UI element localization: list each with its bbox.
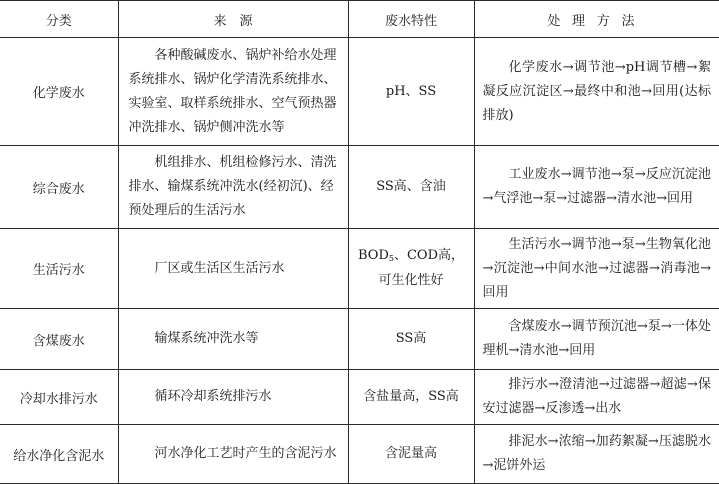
row-source: 输煤系统冲洗水等 xyxy=(118,309,348,370)
row-feature: 含盐量高，SS高 xyxy=(348,370,474,425)
row-category: 化学废水 xyxy=(0,38,118,146)
row-source: 机组排水、机组检修污水、清洗排水、输煤系统冲洗水(经初沉)、经预处理后的生活污水 xyxy=(118,146,348,229)
row-feature: SS高 xyxy=(348,309,474,370)
row-source: 厂区或生活区生活污水 xyxy=(118,229,348,309)
header-category: 分类 xyxy=(0,1,118,38)
feature-bod: BOD xyxy=(358,248,389,263)
table-header-row xyxy=(0,1,719,38)
row-method: 含煤废水→调节预沉池→泵→一体处理机→清水池→回用 xyxy=(474,309,719,370)
header-feature: 废水特性 xyxy=(348,1,474,38)
row-feature: SS高、含油 xyxy=(348,146,474,229)
row-method: 化学废水→调节池→pH调节槽→絮凝反应沉淀区→最终中和池→回用(达标排放) xyxy=(474,38,719,146)
row-method: 工业废水→调节池→泵→反应沉淀池→气浮池→泵→过滤器→清水池→回用 xyxy=(474,146,719,229)
table-row xyxy=(0,370,719,425)
row-method: 排泥水→浓缩→加药絮凝→压滤脱水→泥饼外运 xyxy=(474,425,719,484)
row-source: 各种酸碱废水、锅炉补给水处理系统排水、锅炉化学清洗系统排水、实验室、取样系统排水、空气预热器冲洗排水、锅炉侧冲洗水等 xyxy=(118,38,348,146)
row-category: 生活污水 xyxy=(0,229,118,309)
table-row xyxy=(0,425,719,484)
feature-rest: 、COD高，可生化性好 xyxy=(378,248,464,288)
row-feature: 含泥量高 xyxy=(348,425,474,484)
row-category: 冷却水排污水 xyxy=(0,370,118,425)
row-method: 排污水→澄清池→过滤器→超滤→保安过滤器→反渗透→出水 xyxy=(474,370,719,425)
header-source: 来 源 xyxy=(118,1,348,38)
row-category: 含煤废水 xyxy=(0,309,118,370)
row-category: 给水净化含泥水 xyxy=(0,425,118,484)
row-feature: pH、SS xyxy=(348,38,474,146)
table-row xyxy=(0,309,719,370)
row-source: 循环冷却系统排污水 xyxy=(118,370,348,425)
row-feature xyxy=(348,229,474,309)
table-row xyxy=(0,146,719,229)
feature-bod-subscript: 5 xyxy=(388,254,394,263)
header-method: 处理方法 xyxy=(474,1,719,38)
row-category: 综合废水 xyxy=(0,146,118,229)
row-source: 河水净化工艺时产生的含泥污水 xyxy=(118,425,348,484)
row-method: 生活污水→调节池→泵→生物氧化池→沉淀池→中间水池→过滤器→消毒池→回用 xyxy=(474,229,719,309)
table-row xyxy=(0,38,719,146)
table-row xyxy=(0,229,719,309)
